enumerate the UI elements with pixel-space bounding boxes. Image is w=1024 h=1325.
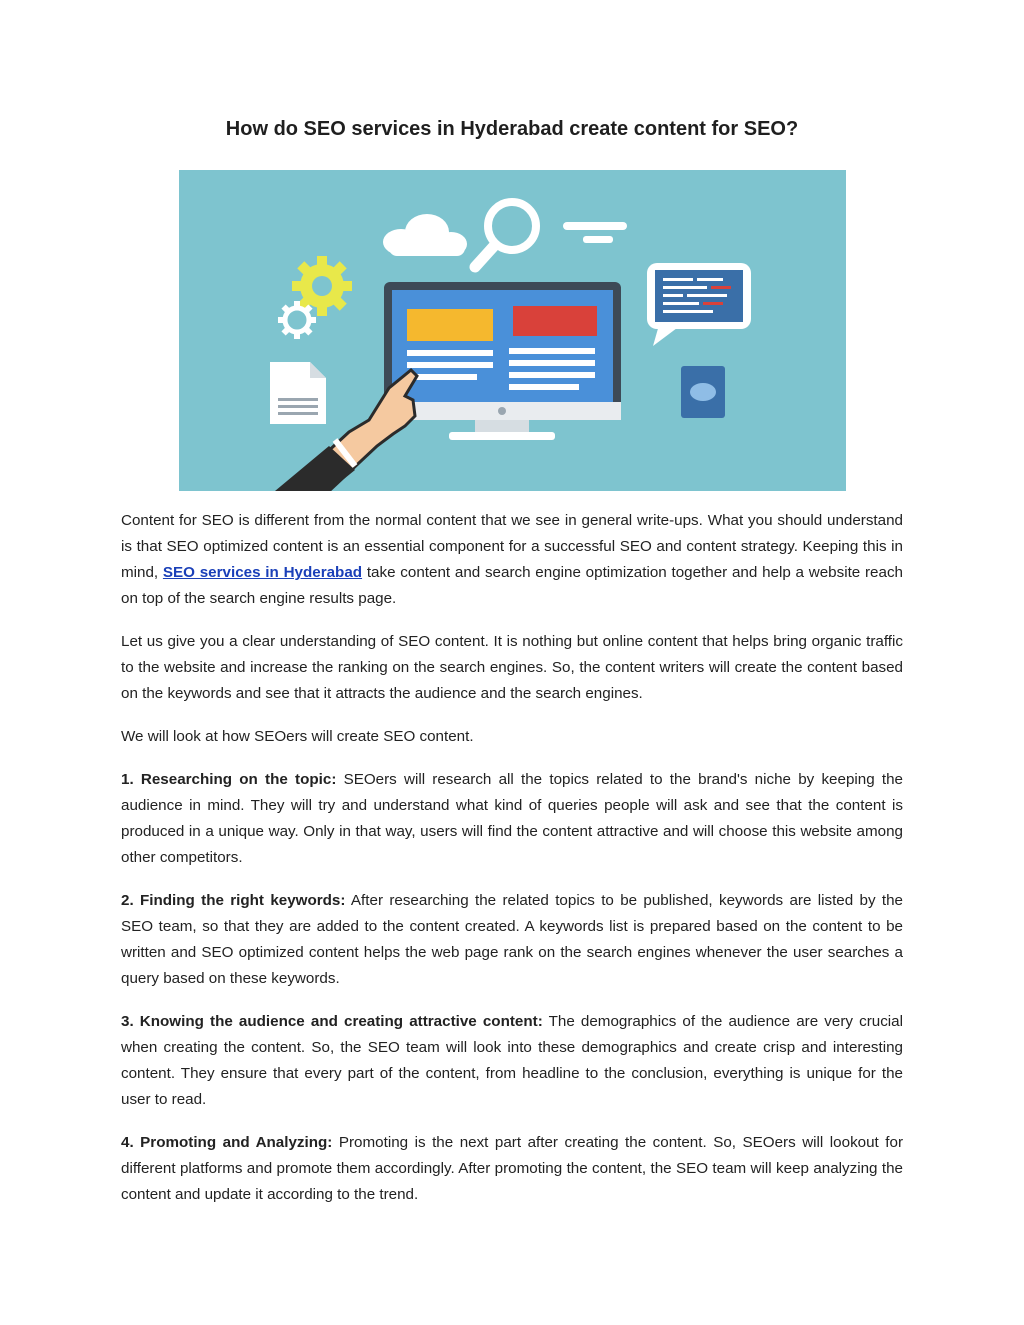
step-text: After researching the related topics to be published, keywords are listed by the SEO team, so that they are added to the content created. A keywords list is prepared based on the content to be written and SEO optimized content helps the web page rank on the search engines whenever the user searches a query based on these keywords. [121, 892, 903, 987]
step-2-paragraph [121, 888, 903, 992]
mobile-device-icon [681, 366, 725, 418]
step-4-paragraph [121, 1130, 903, 1208]
step-3-paragraph [121, 1009, 903, 1113]
page-title: How do SEO services in Hyderabad create content for SEO? [225, 118, 799, 140]
step-1-paragraph [121, 767, 903, 871]
intro-text-start: Content for SEO is different from the normal content that we see in general write-ups. What you should understand is that SEO optimized content is an essential component for a successful SEO and content strategy. Keeping this in mind, [121, 512, 903, 581]
step-text: Promoting is the next part after creating the content. So, SEOers will lookout for different platforms and promote them accordingly. After promoting the content, the SEO team will keep analyzing the content and update it according to the trend. [121, 1134, 904, 1203]
seo-services-hyderabad-link[interactable]: SEO services in Hyderabad [162, 564, 363, 581]
document-icon [270, 362, 326, 424]
article-body [121, 508, 903, 1225]
chat-bubble-icon [647, 263, 751, 346]
text-lines-icon [563, 222, 627, 243]
step-heading: 3. Knowing the audience and creating attractive content: [121, 1013, 543, 1030]
step-heading: 2. Finding the right keywords: [121, 892, 346, 909]
small-gear-icon [278, 301, 316, 339]
lead-in-paragraph: We will look at how SEOers will create SEO content. [121, 728, 474, 745]
intro-text-end: take content and search engine optimization together and help a website reach on top of the search engine results page. [121, 564, 903, 607]
seo-content-paragraph: Let us give you a clear understanding of SEO content. It is nothing but online content that helps bring organic traffic to the website and increase the ranking on the search engines. So, the content writers will create the content based on the keywords and see that it attracts the audience and the search engines. [121, 633, 903, 702]
hero-illustration [179, 170, 846, 491]
step-heading: 4. Promoting and Analyzing: [121, 1134, 333, 1151]
intro-paragraph [121, 508, 903, 612]
step-heading: 1. Researching on the topic: [121, 771, 337, 788]
monitor-icon [384, 282, 621, 440]
cloud-icon [383, 214, 467, 256]
magnifier-icon [475, 202, 536, 267]
step-text: SEOers will research all the topics related to the brand's niche by keeping the audience in mind. They will try and understand what kind of queries people will ask and see that the content is produced in a unique way. Only in that way, users will find the content attractive and will choose this website among other competitors. [121, 771, 903, 866]
step-text: The demographics of the audience are very crucial when creating the content. So, the SEO team will look into these demographics and create crisp and interesting content. They ensure that every part of the content, from headline to the conclusion, everything is unique for the user to read. [121, 1013, 903, 1108]
